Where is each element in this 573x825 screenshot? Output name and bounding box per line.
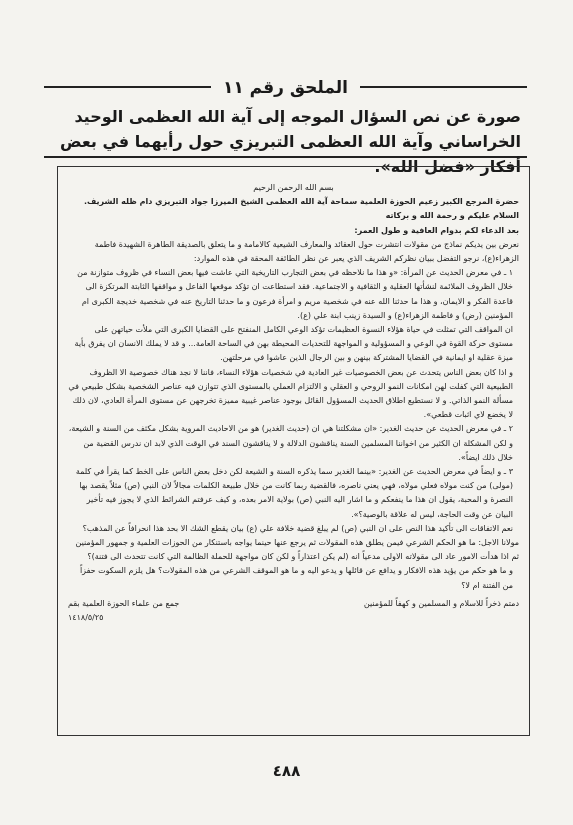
letter-item-2: ٢ ـ في معرض الحديث عن حديث الغدير: «ان مشكلتنا هي ان (حديث الغدير) هو من الاحاديث المروية بشكل مكثف من السنة و الشيعة، و لكن المشكلة ان الكثير من اخواننا المسلمين السنة يناقشون الدلالة و لا يناقشون السند في الوقت الذي لابد ان ندرس القضية من خلال ذلك ايضاً». <box>68 424 513 462</box>
letter-question: مولانا الاجل: ما هو الحكم الشرعي فيمن يطلق هذه المقولات ثم يرجع عنها حينما يواجه باستنكار من الحوزات العلمية و جمهور المؤمنين ثم اذا هدأت الامور عاد الى مقولاته الاولى مدعياً انه (لم يكن اعتذاراً و لكن كان مواجهة للحملة الظالمة التي كانت تتحدث الى فتنة)؟ <box>75 538 519 562</box>
appendix-caption: صورة عن نص السؤال الموجه إلى آية الله العظمى الوحيد الخراساني وآية الله العظمى التبريزي حول رأيهما في بعض أفكار «فضل الله». <box>60 107 521 176</box>
basmala: بسم الله الرحمن الرحيم <box>253 183 334 192</box>
closing-prayer: دمتم ذخراً للاسلام و المسلمين و كهفاً للمؤمنين <box>363 598 519 608</box>
letter-item-3-continued: نعم الاتفاقات الى تأكيد هذا النص على ان النبي (ص) لم يبلغ قضية خلافة علي (ع) بيان يقطع الشك الا بحد هذا انحرافاً عن المذهب؟ <box>82 523 513 533</box>
letter-date: ١٤١٨/٥/٢٥ <box>68 613 104 623</box>
page-number: ٤٨٨ <box>272 762 301 780</box>
letter-question-2: و ما هو حكم من يؤيد هذه الافكار و يدافع عن قائلها و يدعو اليه و ما هو الموقف الشرعي من هذه المقولات؟ هل يلزم السكوت حفزاً من الفتنة ام لا؟ <box>79 566 513 590</box>
letter-scan <box>57 166 530 736</box>
letter-greeting: السلام عليكم و رحمة الله و بركاته <box>385 211 519 221</box>
appendix-header <box>44 78 527 176</box>
letter-address: حضرة المرجع الكبير زعيم الحوزة العلمية سماحة آية الله العظمى الشيخ الميرزا جواد التبريزي دام ظله الشريف. <box>83 197 519 207</box>
letter-item-1-continued-2: و اذا كان بعض الناس يتحدث عن بعض الخصوصيات غير العادية في شخصيات هؤلاء النساء، فاننا لا نجد هناك خصوصية الا الظروف الطبيعية التي كفلت لهن امكانات النمو الروحي و العقلي و الالتزام العملي بالمستوى الذي تتوازن فيه عناصر الشخصية بشكل طبيعي في مسألة النمو الذاتي. و لا نستطيع اطلاق الحديث المسؤول القائل بوجود عناصر غيبية مميزة تخرجهن عن مستوى المرأة العادي، لان ذلك لا يخضع لاي اثبات قطعي». <box>68 367 513 420</box>
letter-item-3: ٣ ـ و ايضاً في معرض الحديث عن الغدير: «بينما الغدير سما يذكره السنة و الشيعة لكن دخل بعض الناس على الخط كما يقرأ في كلمة (مولى) من كنت مولاه فعلي مولاه، فهي يعني ناصره، فالقضية ربما كانت من خلال طبيعة الكلمات مجالاً لان النبي (ص) مثلاً يقصد بها النصرة و المحبة، يقول ان هذا ما ينفعكم و ما اشار اليه النبي (ص) بولاية الامر بعده، و كيف عرفتم الشرائط الذي لا يجوز فيه تأخير البيان عن وقت الحاجة، ليس له علاقة بالوصية؟». <box>75 467 513 519</box>
letter-prayer: بعد الدعاء لكم بدوام العافية و طول العمر: <box>354 225 519 235</box>
letter-intro: نعرض بين يديكم نماذج من مقولات انتشرت حول العقائد والمعارف الشيعية كالامامة و ما يتعلق بالصديقة الطاهرة الشهيدة فاطمة الزهراء(ع)، نرجو التفضل ببيان نظركم الشريف الذي يعبر عن نظر الطائفة المحقة في هذه الموارد: <box>94 239 519 264</box>
letter-item-1-continued: ان المواقف التي تمثلت في حياة هؤلاء النسوة العظيمات تؤكد الوعي الكامل المنفتح على القضايا الكبرى التي ملأت حياتهن على مستوى حركة القوة في الوعي و المسؤولية و المواجهة للتحديات المحيطة بهن في الساحة العامة... و قد لا يملك الانسان ان يفرق بأية ميزة عقلية او ايمانية في القضايا المشتركة بينهن و بين الرجال الذين عاشوا في مرحلتهن. <box>74 325 513 363</box>
letter-signoff <box>68 597 519 625</box>
signatory: جمع من علماء الحوزة العلمية بقم <box>68 598 180 608</box>
letter-item-1: ١ ـ في معرض الحديث عن المرأة: «و هذا ما نلاحظه في بعض التجارب التاريخية التي عاشت فيها بعض النساء في ظروف متوازنة من خلال الظروف الملائمة لنشأتها العقلية و الثقافية و الاجتماعية. فقد استطاعت ان تؤكد موقعها الفاعل و مواقفها الثابتة المرتكزة الى قاعدة الفكر و الايمان، و هذا ما حدثنا الله عنه في شخصية مريم و امرأة فرعون و ما حدثنا التاريخ عنه في شخصية خديجة الكبرى ام المؤمنين (رض) و فاطمة الزهراء(ع) و السيدة زينب ابنة علي (ع). <box>77 268 513 320</box>
appendix-title: الملحق رقم ١١ <box>44 76 527 100</box>
